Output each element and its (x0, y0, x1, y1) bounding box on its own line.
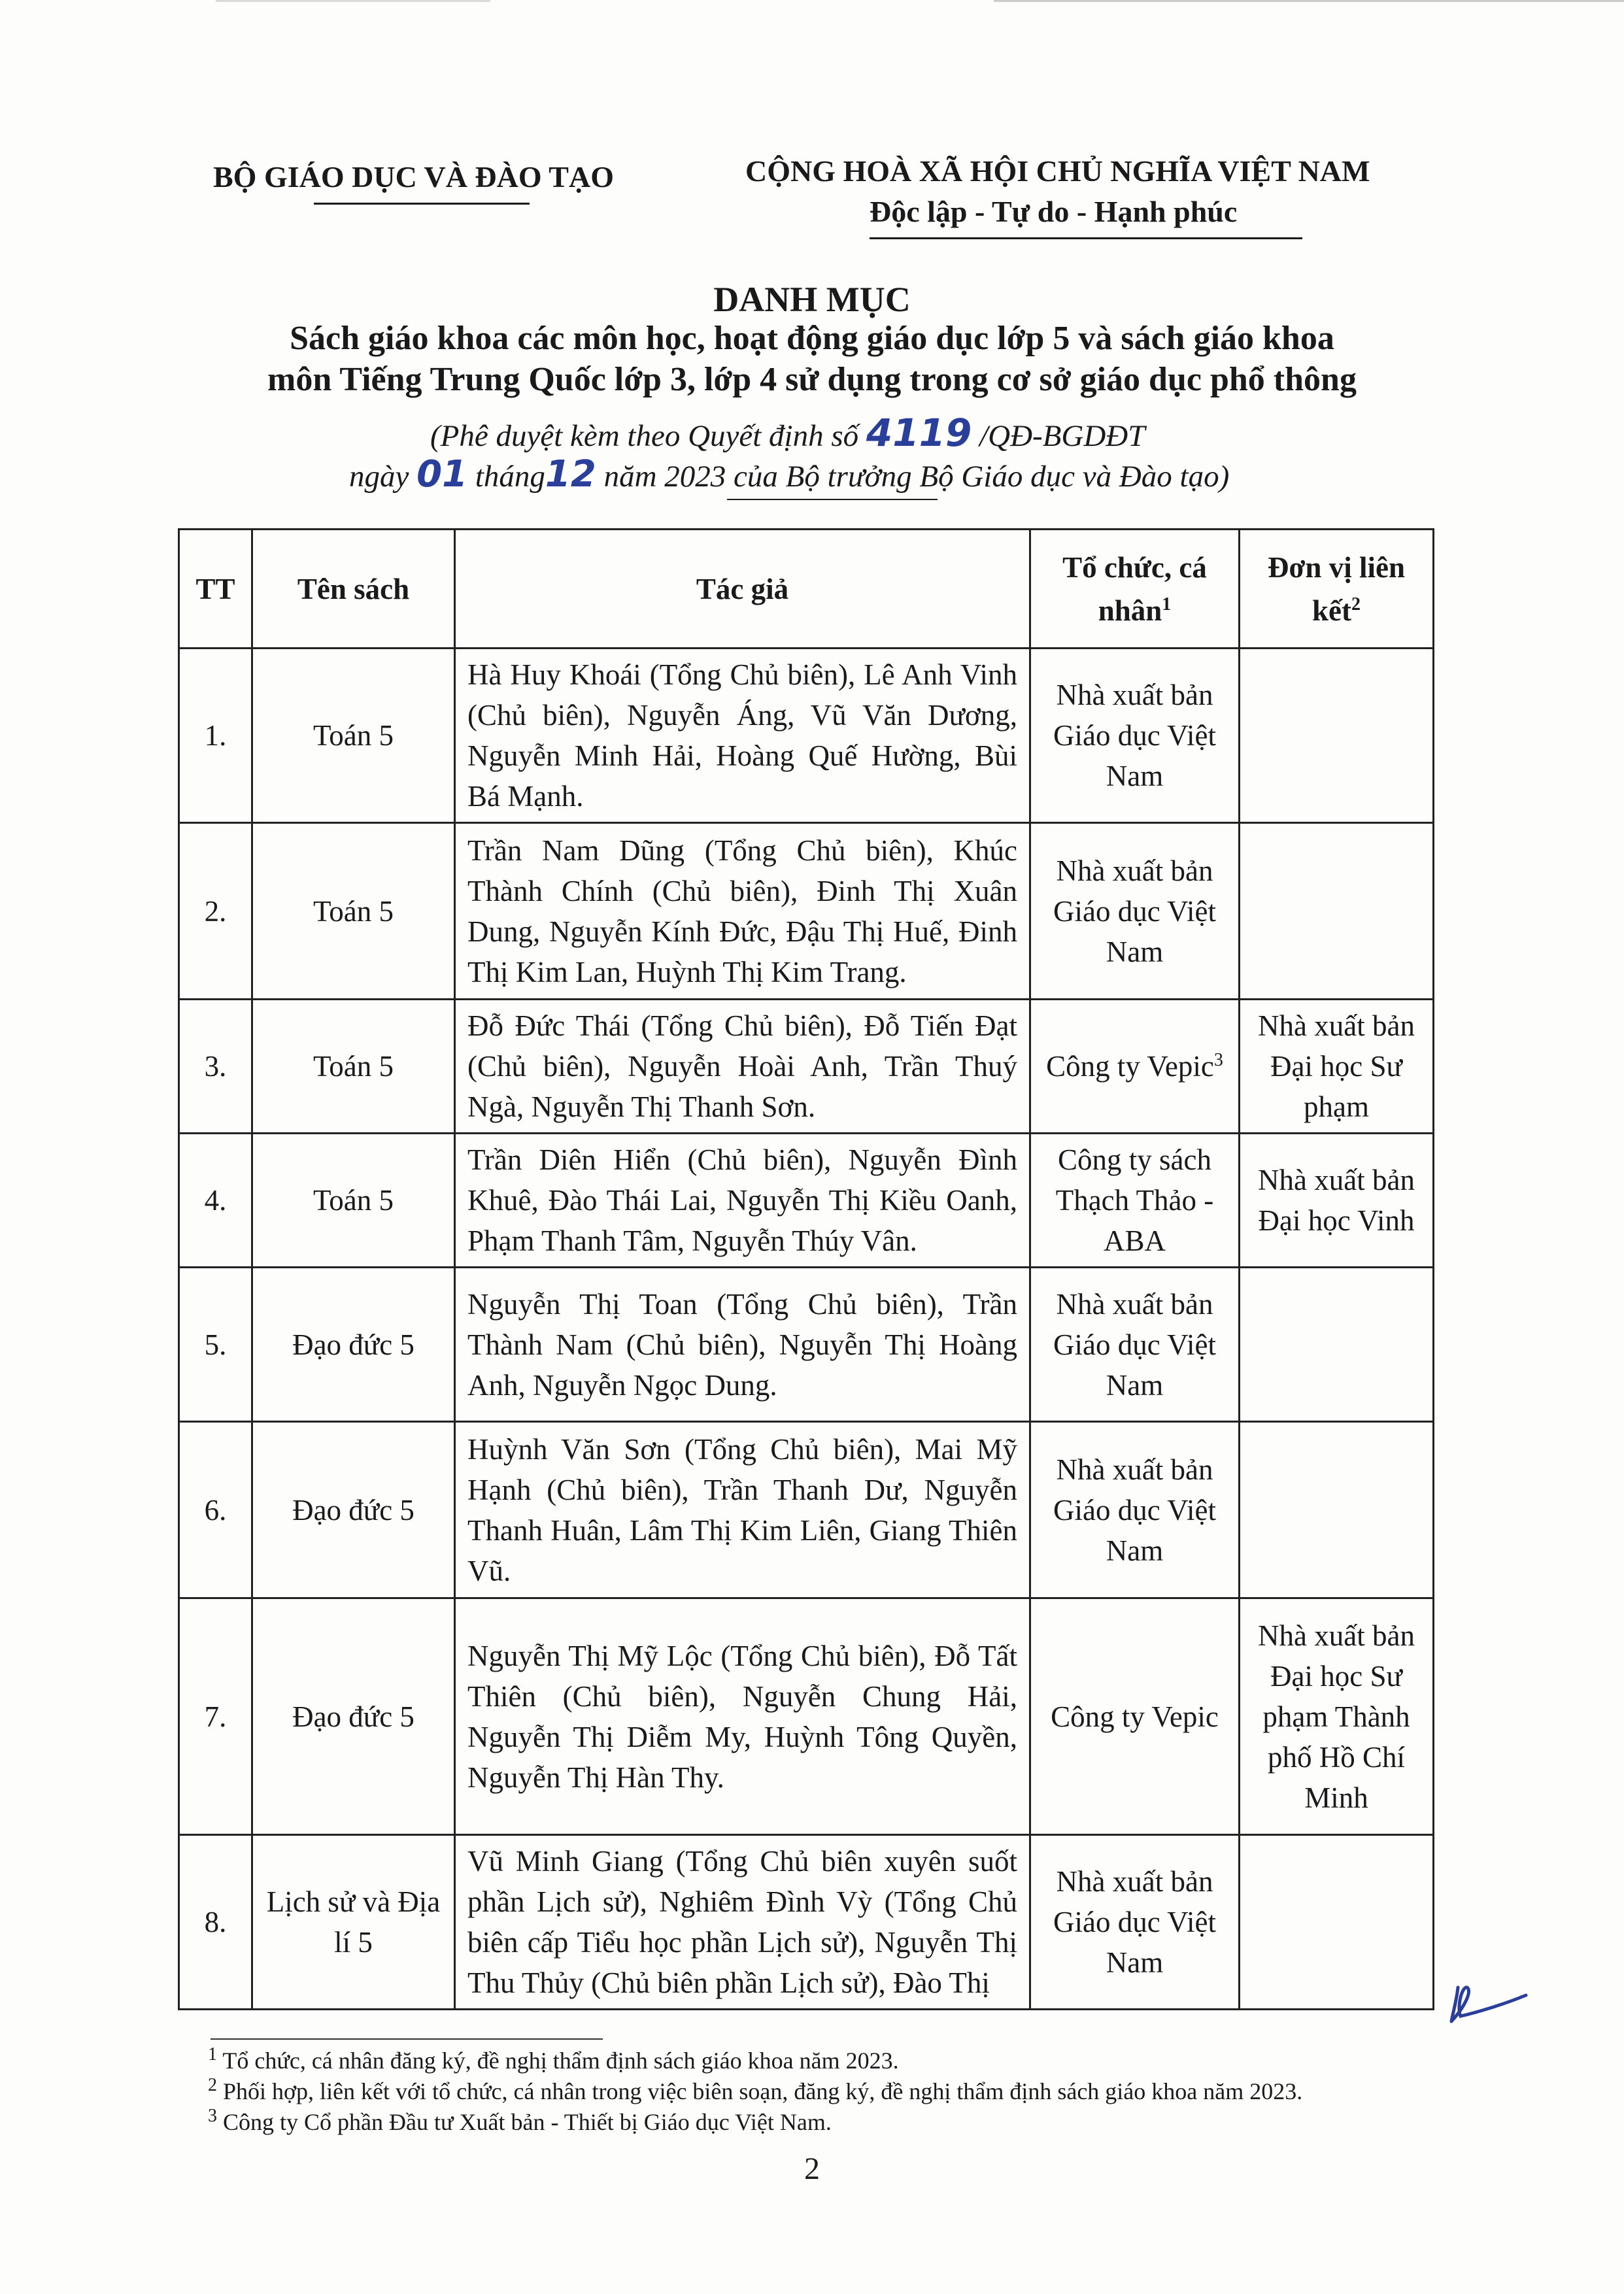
row-partner (1240, 649, 1434, 823)
footnote-separator (211, 2038, 603, 2040)
ministry-name: BỘ GIÁO DỤC VÀ ĐÀO TẠO (213, 160, 614, 194)
scan-artifact (994, 0, 1624, 2)
ministry-underline (314, 203, 530, 205)
row-org-name: Nhà xuất bản Giáo dục Việt Nam (1053, 679, 1216, 792)
row-partner (1240, 823, 1434, 1000)
day-handwritten: 01 (416, 453, 468, 496)
row-partner (1240, 1835, 1434, 2010)
row-org-name: Nhà xuất bản Giáo dục Việt Nam (1053, 1287, 1216, 1402)
table-row (179, 1268, 1434, 1422)
footnote-mark: 1 (208, 2044, 217, 2065)
row-org-name: Công ty sách Thạch Thảo - ABA (1055, 1143, 1214, 1257)
row-authors: Đỗ Đức Thái (Tổng Chủ biên), Đỗ Tiến Đạt (Chủ biên), Nguyễn Hoài Anh, Trần Thuý Ngà, Nguyễn Thị Thanh Sơn. (455, 1000, 1030, 1134)
footnote-1 (208, 2044, 899, 2074)
row-org (1030, 823, 1240, 1000)
table-header-row (179, 530, 1434, 649)
footnote-text: Tổ chức, cá nhân đăng ký, đề nghị thẩm định sách giáo khoa năm 2023. (222, 2048, 899, 2074)
col-header-partner-label: Đơn vị liên kết (1268, 550, 1405, 627)
row-org (1030, 1134, 1240, 1268)
table-row (179, 1134, 1434, 1268)
row-authors: Hà Huy Khoái (Tổng Chủ biên), Lê Anh Vinh (Chủ biên), Nguyễn Áng, Vũ Văn Dương, Nguyễn Minh Hải, Hoàng Quế Hường, Bùi Bá Mạnh. (455, 649, 1030, 823)
col-header-tt: TT (179, 530, 252, 649)
footnote-ref-3: 3 (1213, 1050, 1223, 1070)
row-tt: 7. (179, 1598, 252, 1835)
row-tt: 4. (179, 1134, 252, 1268)
row-org (1030, 1598, 1240, 1835)
row-tt: 6. (179, 1422, 252, 1598)
row-authors: Nguyễn Thị Toan (Tổng Chủ biên), Trần Thành Nam (Chủ biên), Nguyễn Thị Hoàng Anh, Nguyễn Ngọc Dung. (455, 1268, 1030, 1422)
row-org-name: Nhà xuất bản Giáo dục Việt Nam (1053, 1453, 1216, 1567)
row-tt: 8. (179, 1835, 252, 2010)
scan-artifact (216, 0, 490, 2)
row-org (1030, 1835, 1240, 2010)
motto: Độc lập - Tự do - Hạnh phúc (870, 195, 1238, 228)
row-org (1030, 1422, 1240, 1598)
row-tt: 2. (179, 823, 252, 1000)
initial-mark-icon (1438, 1961, 1530, 2033)
doc-title-line2: môn Tiếng Trung Quốc lớp 3, lớp 4 sử dụng trong cơ sở giáo dục phổ thông (267, 361, 1357, 398)
row-org-name: Công ty Vepic (1046, 1050, 1214, 1083)
row-book-name: Đạo đức 5 (252, 1422, 455, 1598)
date-line (349, 453, 1229, 496)
row-book-name: Toán 5 (252, 1000, 455, 1134)
footnote-mark: 3 (208, 2106, 217, 2126)
row-tt: 3. (179, 1000, 252, 1134)
row-book-name: Toán 5 (252, 1134, 455, 1268)
table-row (179, 1000, 1434, 1134)
decision-number-handwritten: 4119 (866, 411, 972, 455)
row-tt: 5. (179, 1268, 252, 1422)
row-partner: Nhà xuất bản Đại học Sư phạm Thành phố Hồ Chí Minh (1240, 1598, 1434, 1835)
footnote-3 (208, 2108, 832, 2136)
row-partner (1240, 1422, 1434, 1598)
footnote-ref-1: 1 (1162, 594, 1172, 615)
row-book-name: Đạo đức 5 (252, 1598, 455, 1835)
month-handwritten: 12 (545, 453, 596, 496)
table-row (179, 649, 1434, 823)
row-book-name: Toán 5 (252, 649, 455, 823)
approval-suffix: /QĐ-BGDĐT (979, 419, 1145, 453)
row-partner (1240, 1268, 1434, 1422)
row-tt: 1. (179, 649, 252, 823)
footnote-text: Công ty Cổ phần Đầu tư Xuất bản - Thiết bị Giáo dục Việt Nam. (223, 2109, 832, 2135)
row-org (1030, 1268, 1240, 1422)
doc-title: DANH MỤC (713, 280, 911, 319)
page-number: 2 (804, 2151, 820, 2186)
textbook-table (178, 528, 1434, 2010)
row-org-name: Nhà xuất bản Giáo dục Việt Nam (1053, 1865, 1216, 1979)
table-row (179, 823, 1434, 1000)
table-row (179, 1598, 1434, 1835)
approval-prefix: (Phê duyệt kèm theo Quyết định số (430, 419, 859, 453)
row-authors: Vũ Minh Giang (Tổng Chủ biên xuyên suốt phần Lịch sử), Nghiêm Đình Vỳ (Tổng Chủ biên cấp Tiểu học phần Lịch sử), Nguyễn Thị Thu Thủy (Chủ biên phần Lịch sử), Đào Thị (455, 1835, 1030, 2010)
row-authors: Trần Diên Hiển (Chủ biên), Nguyễn Đình Khuê, Đào Thái Lai, Nguyễn Thị Kiều Oanh, Phạm Thanh Tâm, Nguyễn Thúy Vân. (455, 1134, 1030, 1268)
col-header-partner (1240, 530, 1434, 649)
date-underline (727, 499, 938, 500)
row-book-name: Đạo đức 5 (252, 1268, 455, 1422)
col-header-author: Tác giả (455, 530, 1030, 649)
row-authors: Nguyễn Thị Mỹ Lộc (Tổng Chủ biên), Đỗ Tất Thiên (Chủ biên), Nguyễn Chung Hải, Nguyễn Thị Diễm My, Huỳnh Tông Quyền, Nguyễn Thị Hàn Thy. (455, 1598, 1030, 1835)
footnote-ref-2: 2 (1351, 594, 1361, 615)
row-org-name: Công ty Vepic (1051, 1700, 1219, 1733)
footnote-text: Phối hợp, liên kết với tổ chức, cá nhân trong việc biên soạn, đăng ký, đề nghị thẩm định sách giáo khoa năm 2023. (223, 2078, 1303, 2104)
month-label: tháng (475, 460, 545, 494)
col-header-org-label: Tổ chức, cá nhân (1062, 550, 1207, 627)
row-partner: Nhà xuất bản Đại học Sư phạm (1240, 1000, 1434, 1134)
date-suffix: năm 2023 của Bộ trưởng Bộ Giáo dục và Đào tạo) (603, 460, 1230, 494)
country-name: CỘNG HOÀ XÃ HỘI CHỦ NGHĨA VIỆT NAM (745, 154, 1370, 188)
table-row (179, 1835, 1434, 2010)
row-authors: Trần Nam Dũng (Tổng Chủ biên), Khúc Thành Chính (Chủ biên), Đinh Thị Xuân Dung, Nguyễn Kính Đức, Đậu Thị Huế, Đinh Thị Kim Lan, Huỳnh Thị Kim Trang. (455, 823, 1030, 1000)
row-org (1030, 1000, 1240, 1134)
date-prefix: ngày (349, 460, 409, 494)
row-org-name: Nhà xuất bản Giáo dục Việt Nam (1053, 854, 1216, 968)
row-org (1030, 649, 1240, 823)
motto-underline (870, 237, 1302, 239)
doc-title-line1: Sách giáo khoa các môn học, hoạt động giáo dục lớp 5 và sách giáo khoa (290, 320, 1334, 357)
footnote-mark: 2 (208, 2075, 217, 2095)
approval-line (430, 411, 1145, 455)
row-book-name: Toán 5 (252, 823, 455, 1000)
row-partner: Nhà xuất bản Đại học Vinh (1240, 1134, 1434, 1268)
footnote-2 (208, 2075, 1303, 2105)
col-header-name: Tên sách (252, 530, 455, 649)
row-authors: Huỳnh Văn Sơn (Tổng Chủ biên), Mai Mỹ Hạnh (Chủ biên), Trần Thanh Dư, Nguyễn Thanh Huân, Lâm Thị Kim Liên, Giang Thiên Vũ. (455, 1422, 1030, 1598)
table-row (179, 1422, 1434, 1598)
col-header-org (1030, 530, 1240, 649)
row-book-name: Lịch sử và Địa lí 5 (252, 1835, 455, 2010)
